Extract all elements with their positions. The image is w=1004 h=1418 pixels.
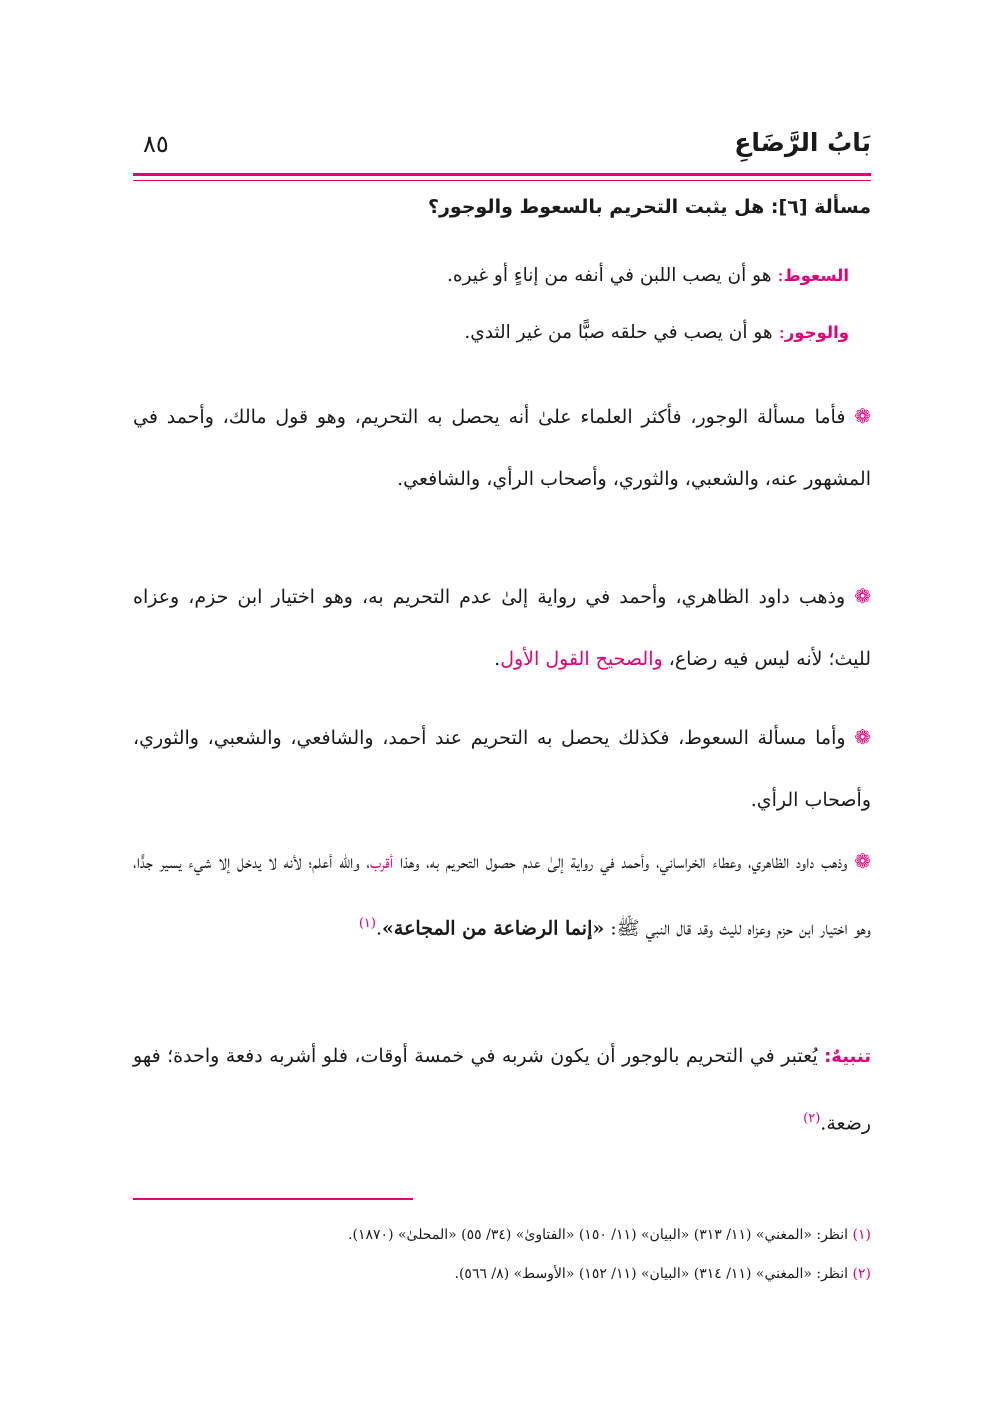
question-title: مسألة [٦]: هل يثبت التحريم بالسعوط والوجور؟ [427,196,871,218]
hadith-quote: «إنما الرضاعة من المجاعة» [382,917,605,940]
footnote-ref-1[interactable]: (١) [358,916,376,931]
definition-text: هو أن يصب في حلقه صبًّا من غير الثدي. [464,322,779,343]
paragraph-notice [133,1025,871,1154]
highlighted-ruling: والصحيح القول الأول [500,648,663,670]
paragraph-text: وأما مسألة السعوط، فكذلك يحصل به التحريم عند أحمد، والشافعي، والشعبي، والثوري، وأصحاب الرأي. [133,727,871,811]
page-number: ٨٥ [143,130,169,158]
flower-bullet-icon: ❁ [854,849,871,873]
paragraph-2 [133,565,871,690]
paragraph-4 [133,830,871,959]
definition-wajoor [464,322,849,343]
paragraph-text: وذهب داود الظاهري، وأحمد في رواية إلىٰ عدم التحريم به، وهو اختيار ابن حزم، وعزاه لليث؛ لأنه ليس فيه رضاع، [133,586,871,670]
page-header [133,128,871,170]
notice-label: تنبيهٌ: [824,1046,871,1067]
footnote-text: انظر: «المغني» (١١/ ٣١٣) «البيان» (١١/ ١٥٠) «الفتاوىٰ» (٣٤/ ٥٥) «المحلىٰ» (١٨٧٠). [348,1227,853,1243]
paragraph-text: فأما مسألة الوجور، فأكثر العلماء علىٰ أنه يحصل به التحريم، وهو قول مالك، وأحمد في المشهور عنه، والشعبي، والثوري، وأصحاب الرأي، والشافعي. [133,406,871,490]
definition-colon: : [778,322,785,343]
paragraph-1 [133,385,871,510]
paragraph-text: يُعتبر في التحريم بالوجور أن يكون شربه في خمسة أوقات، فلو أشربه دفعة واحدة؛ فهو رضعة. [133,1045,871,1135]
definition-colon: : [777,265,784,286]
paragraph-3 [133,706,871,831]
footnote-ref-2[interactable]: (٢) [803,1111,821,1126]
highlighted-ruling: أقرب [370,851,393,873]
paragraph-text: ، والله أعلم؛ لأنه لا يدخل إلا شيء يسير جدًّا، وهو اختيار ابن حزم وعزاه لليث وقد قال النبي ﷺ: [133,851,871,940]
flower-bullet-icon: ❁ [854,725,871,749]
footnote-number: (١) [852,1227,871,1243]
paragraph-end: . [375,917,383,940]
flower-bullet-icon: ❁ [854,584,871,608]
footnote-number: (٢) [852,1266,871,1282]
header-rule-thin [133,180,871,181]
footnote-separator [133,1198,413,1200]
chapter-title: بَابُ الرَّضَاعِ [734,128,871,157]
footnote-2 [455,1266,872,1282]
header-rule-thick [133,173,871,176]
definition-term: والوجور [784,323,849,342]
book-page [133,0,871,1418]
definition-text: هو أن يصب اللبن في أنفه من إناءٍ أو غيره. [447,265,778,286]
paragraph-text: وذهب داود الظاهري، وعطاء الخراساني، وأحمد في رواية إلىٰ عدم حصول التحريم به، وهذا [392,851,848,873]
footnote-text: انظر: «المغني» (١١/ ٣١٤) «البيان» (١١/ ١٥٢) «الأوسط» (٨/ ٥٦٦). [454,1266,853,1282]
paragraph-end: . [494,648,501,670]
definition-term: السعوط [783,266,849,285]
footnote-1 [348,1227,871,1243]
flower-bullet-icon: ❁ [854,404,871,428]
definition-suoot [447,265,849,286]
